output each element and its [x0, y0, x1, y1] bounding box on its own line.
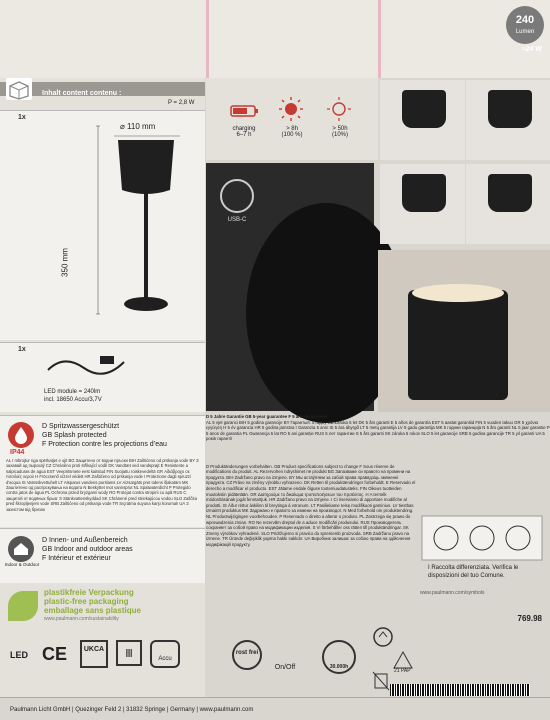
- lamp-photo: [380, 80, 465, 160]
- barcode: [390, 684, 530, 696]
- usb-cable-icon: [44, 350, 134, 380]
- indoor-label-en: GB Indoor and outdoor areas: [42, 546, 133, 553]
- plastic-en: plastic-free packaging: [44, 597, 129, 606]
- ukca-icon: UKCA: [80, 640, 108, 668]
- lamp-photo: [466, 164, 550, 244]
- content-header-text: Inhalt content contenu :: [42, 90, 122, 97]
- box-icon: [6, 78, 32, 100]
- diameter-label: ⌀ 110 mm: [120, 122, 156, 131]
- lamp-photo: [380, 164, 465, 244]
- recycle-icon: [372, 626, 394, 648]
- touch-lamp-photo: [378, 250, 550, 412]
- quantity-label: 1x: [18, 346, 26, 353]
- ip-code: IP44: [10, 449, 25, 456]
- feature-charging: charging 6–7 h: [232, 126, 256, 138]
- raccolta-text: I Raccolta differenziata. Verifica le disposizioni del tuo Comune.: [428, 565, 519, 579]
- plastic-fr: emballage sans plastique: [44, 606, 141, 615]
- quantity-label: 1x: [18, 114, 26, 121]
- indoor-badge-text: Indoor & Outdoor: [4, 562, 40, 567]
- symbols-url: www.paulmann.com/symbols: [420, 590, 485, 596]
- indoor-label-de: D Innen- und Außenbereich: [42, 537, 128, 544]
- sustainability-url: www.paulmann.com/sustainability: [44, 616, 119, 622]
- on-off-icon: On/Off: [274, 664, 296, 671]
- class-iii-icon: Ⅲ: [116, 640, 142, 666]
- battery-icon: [230, 104, 260, 118]
- leaf-icon: [8, 591, 38, 621]
- guarantee-title: D 5 Jahre Garantie GB 5-year guarantee F 5 ans de garantie: [206, 414, 328, 419]
- led-info: [44, 388, 102, 404]
- plastic-free-text: [44, 588, 141, 615]
- lamp-drawing-icon: [70, 118, 190, 328]
- indoor-label-fr: F Intérieur et extérieur: [42, 555, 111, 562]
- lifetime-icon: 30.000h: [322, 640, 356, 674]
- sun-full-icon: [278, 96, 304, 122]
- footer: [0, 697, 550, 720]
- sun-dim-icon: [326, 96, 352, 122]
- led-icon: LED: [10, 650, 28, 660]
- accu-icon: Accu: [150, 640, 180, 668]
- indoor-labels: [42, 536, 202, 563]
- accu-text: incl. 18650 Accu/3,7V: [44, 397, 102, 403]
- footer-text: Paulmann Licht GmbH | Quezinger Feld 2 | 31832 Springe | Germany | www.paulmann.com: [10, 707, 254, 713]
- height-label: 350 mm: [60, 248, 70, 277]
- symbols-icon: [420, 514, 546, 564]
- led-module-text: LED module = 240lm: [44, 389, 101, 395]
- lamp-photo: [466, 80, 550, 160]
- rust-free-icon: rost frei: [232, 640, 262, 670]
- power-label: P = 2,8 W: [168, 100, 195, 106]
- watt-label: ≈24 W: [521, 46, 542, 53]
- guarantee-text: AL 5 vjet garanci BIH 5 godina garancije BY Гарантыя: 5 гадоў CZ Záruka 5 let DK 5 års garanti E 5 años de garantía EST 5 aastat garantiid FIN 5 vuoden takuu GR 5 χρόνια εγγύηση H 5 év garancia HR 5 godina jamstva I Garanzia 5 anni IS 5 ára ábyrgð LT 5 metų garantija LV 5 gadu garantija MK 5 години гаранција N 5 års garanti NL 5 jaar garantie P 5 anos de garantia PL Gwarancja 5 lat RO 5 ani garanție RUS 5 лет гарантии S 5 års garanti SK záruka 5 rokov SLO 5 let garancije SRB 5 godina garancije TR 5 yıl garanti UA 5 років гарантії: [206, 419, 550, 442]
- house-icon: [8, 536, 34, 562]
- article-number: 769.98: [517, 614, 542, 623]
- water-drop-icon: [8, 422, 34, 448]
- divider-line: [378, 0, 381, 78]
- usb-label: USB-C: [227, 217, 247, 223]
- usb-c-photo: [206, 163, 374, 411]
- lumen-unit: Lumen: [515, 29, 535, 35]
- lumen-value: 240: [515, 14, 535, 26]
- ip-label-de: D Spritzwassergeschützt: [42, 423, 120, 430]
- modification-text: D Produktänderungen vorbehalten. GB Product specifications subject to change F Sous réserve de modifications du produit. AL Rezervohen ndryshimet në produkt BG Запазваме си правото на промени на продукта. BIH Zadržano pravo na izmjene. BY Мы астаўляем за сабой права правядзіць змяненні прадукта. CZ Právo na změny výrobku vyhrazeno. DK Retten til produktændringer forbeholdt. E Reservado el derecho a modificar el producto. EST Jätame endale õiguse tootemuudatusteks. FIN Oikeus tuotteiden muutoksiin pidätetään. GR Διατηρούμε το δικαίωμα τροποποιήσεων του προϊόντος. H A termék módosításának jogát fenntartjuk. HR Zadržano pravo na izmjene. I Ci riserviamo di apportare modifiche al prodotti. IS Áður réttur áskilinn til breytinga á vörunum. LT Pasiliekame teisę modifikuoti gaminius. LV tiesības izmainīt produktus MK Задржано е правото за измени на производот. N Med forbehold om produktendring. NL Productwijzigingen voorbehouden. P Reservado o direito a alterar o produto. PL Zastrzega się prawo do wprowadzenia zmian. RO Ne rezervăm dreptul de a aduce modificări produsului. RUS Производитель сохраняет за собой право на модификации изделия. S Vi förbehåller oss rätten till produktändringar. SK Zmeny výrobkov vyhradené. SLO Pridržujemo si pravico do sprememb proizvoda. SRB Zadržano pravo na izmene. TR Üründe değişiklik yapma hakkı saklıdır. UA Виробник залишає за собою права на здійснення модифікацій продукту.: [206, 463, 416, 547]
- recycle-label: 21 PAP: [394, 668, 411, 674]
- feature-full: > 8h (100 %): [281, 126, 303, 138]
- weee-bin-icon: [372, 670, 390, 692]
- ip-label-en: GB Splash protected: [42, 432, 107, 439]
- ip-labels: [42, 422, 202, 449]
- divider-line: [206, 0, 209, 78]
- plastic-de: plastikfreie Verpackung: [44, 588, 134, 597]
- usb-icon: [220, 179, 254, 213]
- ip-translations: AL I mbrojtur nga spërkatjet e ujit BG Защитено от водни пръски BIH Zaštićeno od prskanja vode BY З захавай ад пырскаў CZ Chráněno proti stříkající vodě DK Vandtæt ved vandsprøjt E Resistente a salpicaduras de agua EST Veepritsmete eest kaitstud FIN Suojattu roiskevedeltä GR Αδιάβροχο σε πιτσιλιές νερού H Fröccsenő vízzel védett HR Zaštićeno od prskanja vode I Protezione dagli spruzzi d'acqua IS Vatnsskvettuhelt LT Atsparus vandens purslams LV Aizsargāts pret ūdens šļakatām MK Заштитено од распрскувања на водата N Beskyttet mot vannsprut NL Spatwaterdicht P Protegido contra jatos de água PL Ochrona przed bryzgami wody RO Protejat contra stropirii cu apă RUS С защитой от водяных брызг S Stänkvattenskyddad SK Chránené pred striekajúcou vodou SLO Zaščita pred škropljenjem vode SRB Zaštićeno od prskanja vode TR Sıçratma suyuna karşı korumalı UA З захистом від бризок: [6, 458, 199, 512]
- ip-label-fr: F Protection contre les projections d’eau: [42, 441, 167, 448]
- ce-icon: CE: [42, 644, 68, 664]
- lumen-badge: [506, 6, 544, 44]
- feature-dim: > 50h (10%): [331, 126, 348, 138]
- top-strip: [0, 0, 550, 78]
